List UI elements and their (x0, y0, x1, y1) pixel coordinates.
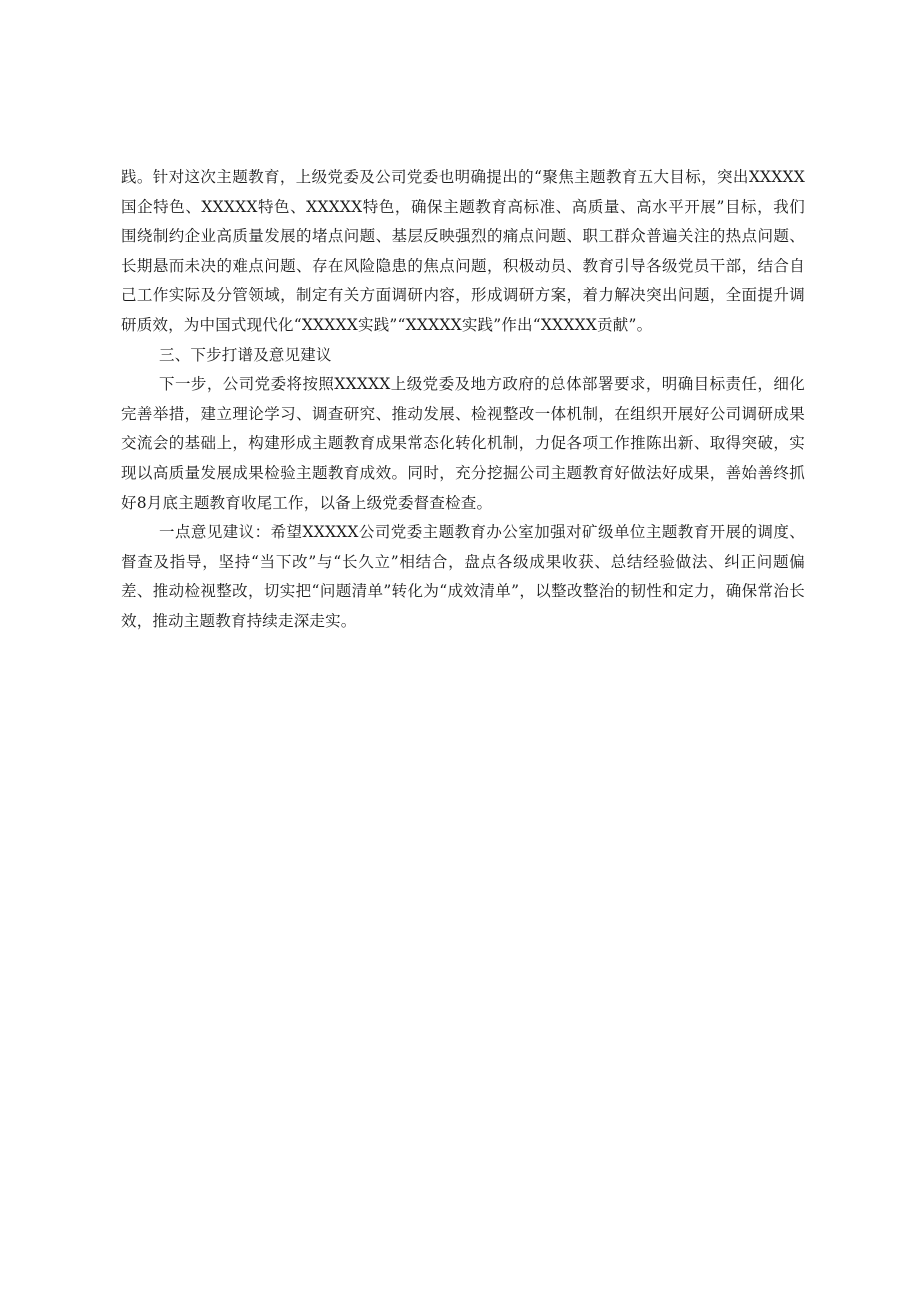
paragraph-continuation: 践。针对这次主题教育，上级党委及公司党委也明确提出的“聚焦主题教育五大目标，突出XXXXX国企特色、XXXXX特色、XXXXX特色，确保主题教育高标准、高质量、高水平开展”目标，我们围绕制约企业高质量发展的堵点问题、基层反映强烈的痛点问题、职工群众普遍关注的热点问题、长期悬而未决的难点问题、存在风险隐患的焦点问题，积极动员、教育引导各级党员干部，结合自己工作实际及分管领域，制定有关方面调研内容，形成调研方案，着力解决突出问题，全面提升调研质效，为中国式现代化“XXXXX实践”“XXXXX实践”作出“XXXXX贡献”。 (121, 168, 805, 334)
document-body (121, 163, 805, 637)
paragraph-suggestion: 一点意见建议：希望XXXXX公司党委主题教育办公室加强对矿级单位主题教育开展的调度、督查及指导，坚持“当下改”与“长久立”相结合，盘点各级成果收获、总结经验做法、纠正问题偏差、推动检视整改，切实把“问题清单”转化为“成效清单”，以整改整治的韧性和定力，确保常治长效，推动主题教育持续走深走实。 (121, 523, 805, 630)
section-heading-next-steps: 三、下步打谱及意见建议 (159, 345, 332, 364)
paragraph-next-steps: 下一步，公司党委将按照XXXXX上级党委及地方政府的总体部署要求，明确目标责任，细化完善举措，建立理论学习、调查研究、推动发展、检视整改一体机制，在组织开展好公司调研成果交流会的基础上，构建形成主题教育成果常态化转化机制，力促各项工作推陈出新、取得突破，实现以高质量发展成果检验主题教育成效。同时，充分挖掘公司主题教育好做法好成果，善始善终抓好8月底主题教育收尾工作，以备上级党委督查检查。 (121, 375, 805, 512)
